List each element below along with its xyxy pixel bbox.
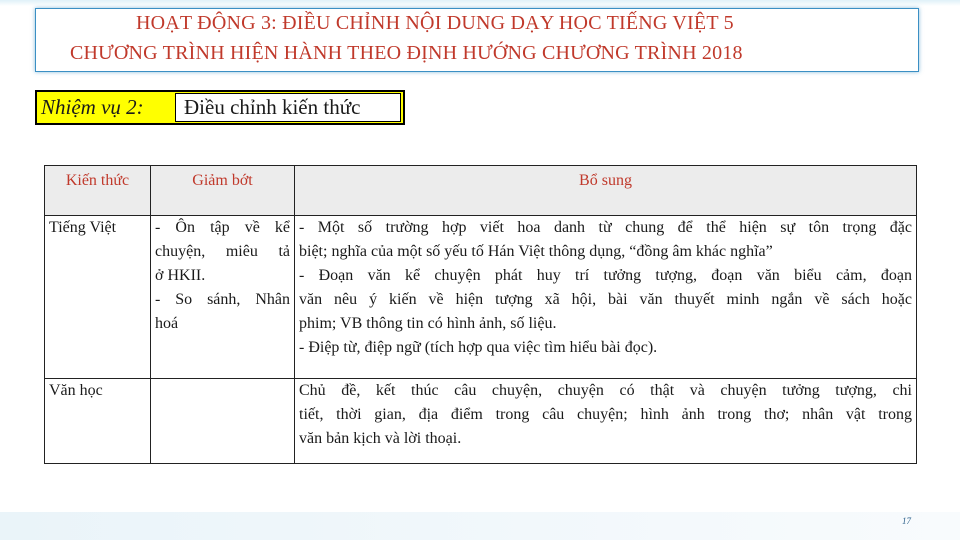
add-line: Chủ đề, kết thúc câu chuyện, chuyện có thật và chuyện tưởng tượng, chi (299, 382, 912, 399)
bottom-decor-bar (0, 512, 960, 540)
mission-box (35, 90, 405, 125)
add-line: - Điệp từ, điệp ngữ (tích hợp qua việc tìm hiểu bài đọc). (299, 339, 658, 356)
cell-knowledge-text: Tiếng Việt (49, 219, 117, 236)
table-row (45, 379, 917, 464)
mission-value: Điều chỉnh kiến thức (175, 93, 401, 122)
page-number: 17 (902, 516, 911, 526)
table-row (45, 216, 917, 379)
cell-add (295, 216, 917, 379)
table-header-row (45, 166, 917, 216)
cell-knowledge (45, 379, 151, 464)
add-line: - Một số trường hợp viết hoa danh từ chung để thể hiện sự tôn trọng đặc (299, 219, 912, 236)
cell-knowledge (45, 216, 151, 379)
cell-add (295, 379, 917, 464)
add-line: văn bản kịch và lời thoại. (299, 430, 462, 447)
top-decor-strip (0, 0, 960, 6)
reduce-line: hoá (155, 315, 179, 332)
cell-reduce-empty (151, 379, 295, 464)
reduce-line: ở HKII. (155, 267, 206, 284)
reduce-line: - Ôn tập về kể (155, 219, 290, 236)
content-table (44, 165, 917, 464)
mission-label: Nhiệm vụ 2: (41, 95, 144, 119)
cell-reduce (151, 216, 295, 379)
add-line: văn nêu ý kiến về hiện tượng xã hội, bài văn thuyết minh ngắn về sách hoặc (299, 291, 912, 308)
header-reduce: Giảm bớt (151, 166, 295, 216)
add-line: - Đoạn văn kể chuyện phát huy trí tưởng tượng, đoạn văn biểu cảm, đoạn (299, 267, 912, 284)
reduce-line: chuyện, miêu tả (155, 243, 290, 260)
cell-knowledge-text: Văn học (49, 382, 103, 399)
title-line-2: CHƯƠNG TRÌNH HIỆN HÀNH THEO ĐỊNH HƯỚNG CHƯƠNG TRÌNH 2018 (70, 42, 743, 64)
add-line: biệt; nghĩa của một số yếu tố Hán Việt thông dụng, “đồng âm khác nghĩa” (299, 243, 773, 260)
title-box (35, 8, 919, 72)
add-line: phim; VB thông tin có hình ảnh, số liệu. (299, 315, 557, 332)
reduce-line: - So sánh, Nhân (155, 291, 290, 308)
header-knowledge: Kiến thức (45, 166, 151, 216)
header-add: Bổ sung (295, 166, 917, 216)
add-line: tiết, thời gian, địa điểm trong câu chuyện; hình ảnh trong thơ; nhân vật trong (299, 406, 912, 423)
title-line-1: HOẠT ĐỘNG 3: ĐIỀU CHỈNH NỘI DUNG DẠY HỌC TIẾNG VIỆT 5 (136, 12, 734, 34)
